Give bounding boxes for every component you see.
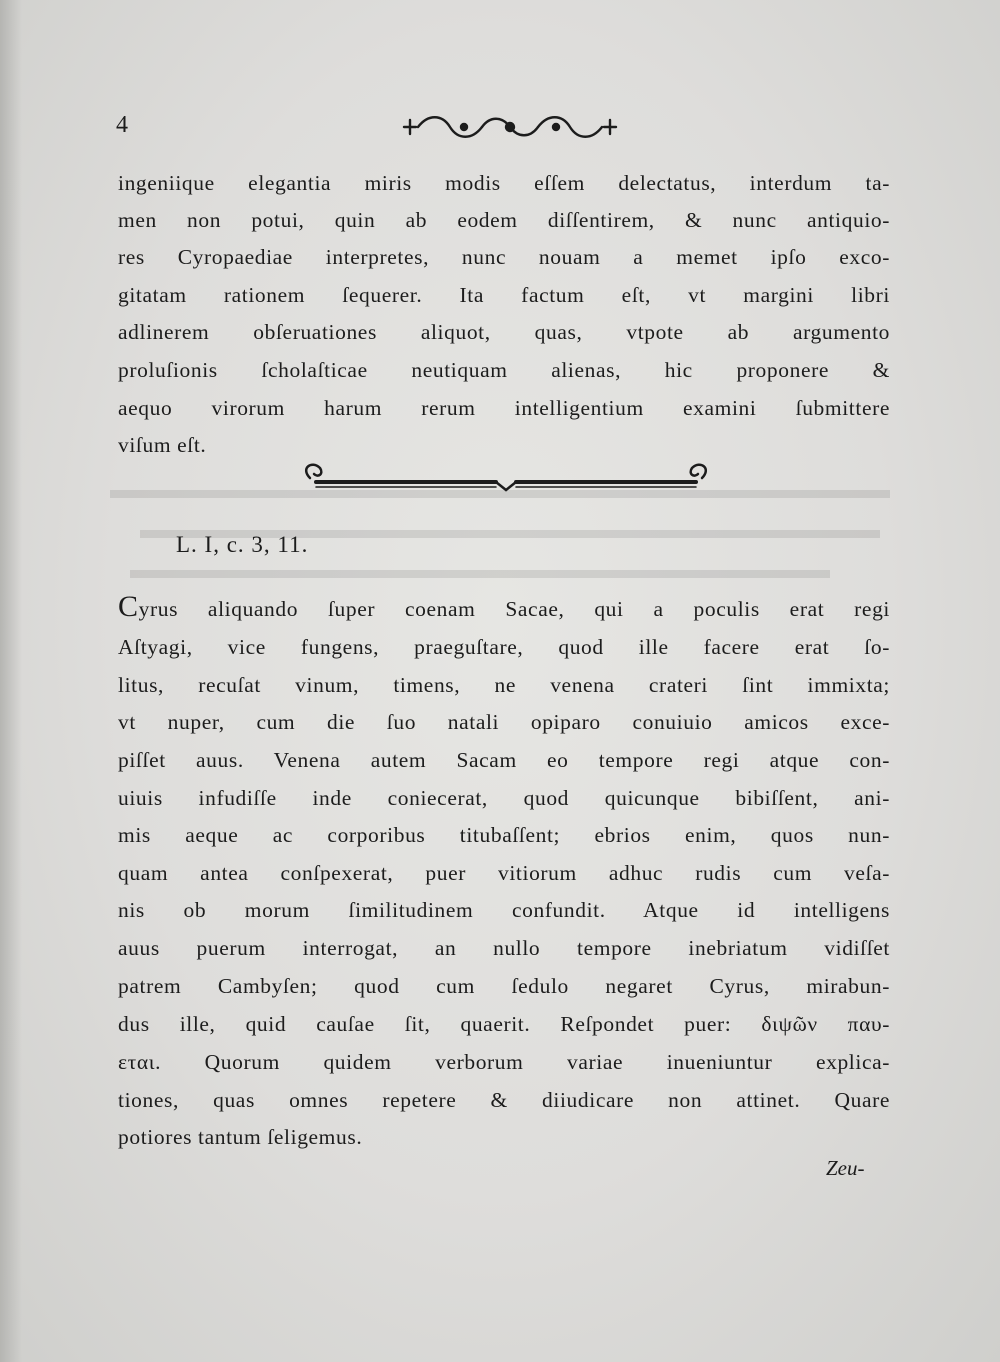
text-line: εται. Quorum quidem verborum variae inueniuntur explica- — [118, 1050, 890, 1074]
section-divider-ornament — [296, 458, 716, 494]
text-line: patrem Cambyſen; quod cum ſedulo negaret Cyrus, mirabun- — [118, 974, 890, 998]
text-line: viſum eſt. — [118, 433, 207, 457]
text-line: dus ille, quid cauſae ſit, quaerit. Reſpondet puer: διψῶν παυ- — [118, 1012, 890, 1036]
text-line: vt nuper, cum die ſuo natali opiparo conuiuio amicos exce- — [118, 710, 890, 734]
text-line: gitatam rationem ſequerer. Ita factum eſt, vt margini libri — [118, 283, 890, 307]
text-line: quam antea conſpexerat, puer vitiorum adhuc rudis cum veſa- — [118, 861, 890, 885]
text-line: mis aeque ac corporibus titubaſſent; ebrios enim, quos nun- — [118, 823, 890, 847]
drop-cap: C — [118, 590, 139, 623]
text-line: uiuis infudiſſe inde coniecerat, quod quicunque bibiſſent, ani- — [118, 786, 890, 810]
text-line: tiones, quas omnes repetere & diiudicare non attinet. Quare — [118, 1088, 890, 1112]
page-number: 4 — [116, 112, 128, 138]
text-line: aequo virorum harum rerum intelligentium examini ſubmittere — [118, 396, 890, 420]
page-edge-shadow — [0, 0, 22, 1362]
text-line: Aſtyagi, vice fungens, praeguſtare, quod ille facere erat ſo- — [118, 635, 890, 659]
text-line: nis ob morum ſimilitudinem confundit. Atque id intelligens — [118, 898, 890, 922]
text-line: adlinerem obſeruationes aliquot, quas, vtpote ab argumento — [118, 320, 890, 344]
header-ornament — [398, 108, 622, 146]
text-line: litus, recuſat vinum, timens, ne venena crateri ſint immixta; — [118, 673, 890, 697]
text-line: proluſionis ſcholaſticae neutiquam alienas, hic proponere & — [118, 358, 890, 382]
section-heading: L. I, c. 3, 11. — [176, 532, 309, 557]
text-line-first — [118, 590, 890, 624]
text-line: auus puerum interrogat, an nullo tempore inebriatum vidiſſet — [118, 936, 890, 960]
text-line: res Cyropaediae interpretes, nunc nouam a memet ipſo exco- — [118, 245, 890, 269]
catchword: Zeu- — [826, 1156, 865, 1180]
text-line-rest: yrus aliquando ſuper coenam Sacae, qui a poculis erat regi — [138, 597, 890, 621]
text-line: ingeniique elegantia miris modis eſſem delectatus, interdum ta- — [118, 171, 890, 195]
text-line: piſſet auus. Venena autem Sacam eo tempore regi atque con- — [118, 748, 890, 772]
text-line: potiores tantum ſeligemus. — [118, 1125, 363, 1149]
text-line: men non potui, quin ab eodem diſſentirem, & nunc antiquio- — [118, 208, 890, 232]
